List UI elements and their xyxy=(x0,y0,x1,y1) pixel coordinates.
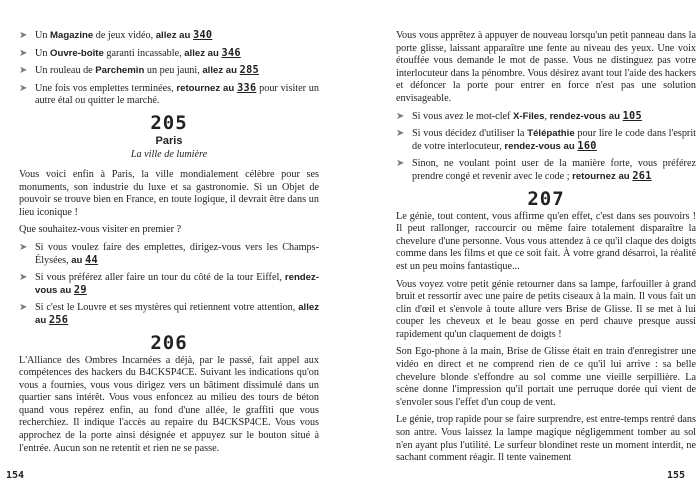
section-number-206: 206 xyxy=(150,331,188,354)
section-link[interactable]: 261 xyxy=(632,170,652,182)
choice-prendre-conge[interactable]: ➤ Sinon, ne voulant point user de la manière forte, vous préférez prendre congé et revenir avec le code ; retournez au 261 xyxy=(396,158,696,182)
section-link[interactable]: 346 xyxy=(221,47,241,59)
paragraph: Vous voici enfin à Paris, la ville mondialement célèbre pour ses monuments, son industrie du luxe et sa gastronomie. Si un Objet de pouvoir se trouve bien en France, en toute logique, il devrait être dans un lieu iconique ! xyxy=(19,168,319,218)
section-number-205: 205 xyxy=(150,111,188,134)
paragraph: Le génie, tout content, vous affirme qu'en effet, c'est dans ses pouvoirs ! Il peut rallonger, raccourcir ou même faire totalement disparaître la chevelure d'une personne. Vous vous attendez à ce qu'il claque des doigts comme dans les films et que ce soit fait. À votre grand désarroi, la réalité est un peu moins fantastique... xyxy=(396,210,696,272)
arrow-icon: ➤ xyxy=(19,30,28,41)
paragraph: Vous vous apprêtez à appuyer de nouveau lorsqu'un petit panneau dans la porte glisse, laissant apparaître une fente au niveau des yeux. Une voix étouffée vous demande le mot de passe. Vous ne distinguez pas votre interlocuteur dans la pénombre. Vous désirez avant tout l'aide des hackers et défoncer la porte pour entrer en force n'est pas une solution envisageable. xyxy=(396,30,696,104)
paragraph: Vous voyez votre petit génie retourner dans sa lampe, farfouiller à grand bruit et ressortir avec une paire de petits ciseaux à la main. Il vous fait un clin d'œil et s'envole à toute allure vers Brise de Glisse. Il se met à lui couper les cheveux et le beau gosse en perd chauve presque aussi rapidement qu'un claquement de doigts ! xyxy=(396,278,696,340)
section-link[interactable]: 256 xyxy=(48,314,69,326)
choice-tour-eiffel[interactable]: ➤ Si vous préférez aller faire un tour du côté de la tour Eiffel, rendez-vous au 29 xyxy=(19,272,319,296)
arrow-icon: ➤ xyxy=(19,82,28,94)
choice-x-files[interactable]: ➤ Si vous avez le mot-clef X-Files, rendez-vous au 105 xyxy=(396,110,642,122)
section-link[interactable]: 285 xyxy=(239,65,259,77)
section-link[interactable]: 340 xyxy=(193,30,213,41)
choice-parchemin[interactable]: ➤ Un rouleau de Parchemin un peu jauni, allez au 285 xyxy=(19,65,259,77)
arrow-icon: ➤ xyxy=(396,110,405,122)
paragraph: Son Ego-phone à la main, Brise de Glisse était en train d'enregistrer une vidéo en direct et ne comprend rien de ce qu'il lui arrive : sa belle chevelure blonde s'effondre au sol comme une vieille serpillière. La scène donne l'impression qu'il portait une perruque dorée qui vient de s'envoler sous l'effet d'un coup de vent. xyxy=(396,346,696,408)
arrow-icon: ➤ xyxy=(19,65,28,77)
paragraph: L'Alliance des Ombres Incarnées a déjà, par le passé, fait appel aux compétences des hackers du B4CKSP4CE. Suivant les indications qu'on vous a fournies, vous vous dirigez vers un bâtiment dissimulé dans un quartier sans intérêt. Vous vous enfoncez au milieu des tours de béton quand vous repérez enfin, au fond d'une allée, le graffiti que vous recherchiez. Il indique l'accès au repaire du B4CKSP4CE. Vous vous approchez de la porte ainsi désignée et appuyez sur le bouton situé à l'entrée. Aucun son ne retentit et rien ne se passe. xyxy=(19,354,319,454)
section-link[interactable]: 160 xyxy=(577,140,597,152)
arrow-icon: ➤ xyxy=(19,272,28,284)
arrow-icon: ➤ xyxy=(19,47,28,59)
arrow-icon: ➤ xyxy=(19,302,28,314)
paragraph: Le génie, trop rapide pour se faire surprendre, est entre-temps rentré dans son antre. Vous laissez la lampe magique négligemment tomber au sol n'en ayant plus l'utilité. Le surfeur blondinet reste un moment interdit, ne sachant comment réagir. Il tente vainement xyxy=(396,414,696,464)
choice-ouvre-boite[interactable]: ➤ Un Ouvre-boîte garanti incassable, allez au 346 xyxy=(19,47,241,59)
choice-magazine[interactable]: ➤ Un Magazine de jeux vidéo, allez au 340 xyxy=(19,30,213,41)
page-number-left: 154 xyxy=(6,470,25,481)
section-link[interactable]: 105 xyxy=(622,110,642,122)
section-link[interactable]: 44 xyxy=(85,254,98,266)
page-number-right: 155 xyxy=(667,470,686,481)
paragraph: Que souhaitez-vous visiter en premier ? xyxy=(19,224,182,236)
arrow-icon: ➤ xyxy=(19,241,28,253)
choice-retour-marche[interactable]: ➤ Une fois vos emplettes terminées, retournez au 336 pour visiter un autre étal ou quitter le marché. xyxy=(19,82,319,107)
choice-telepathie[interactable]: ➤ Si vous décidez d'utiliser la Télépathie pour lire le code dans l'esprit de votre interlocuteur, rendez-vous au 160 xyxy=(396,128,696,152)
choice-champs-elysees[interactable]: ➤ Si vous voulez faire des emplettes, dirigez-vous vers les Champs-Élysées, au 44 xyxy=(19,241,319,266)
section-link[interactable]: 336 xyxy=(237,82,257,94)
section-tagline: La ville de lumière xyxy=(130,148,208,160)
arrow-icon: ➤ xyxy=(396,128,405,140)
right-page xyxy=(396,30,696,470)
choice-louvre[interactable]: ➤ Si c'est le Louvre et ses mystères qui retiennent votre attention, allez au 256 xyxy=(19,302,319,326)
arrow-icon: ➤ xyxy=(396,158,405,170)
section-number-207: 207 xyxy=(527,187,565,210)
section-subtitle: Paris xyxy=(155,134,183,147)
left-page xyxy=(19,30,319,460)
section-link[interactable]: 29 xyxy=(73,284,87,296)
